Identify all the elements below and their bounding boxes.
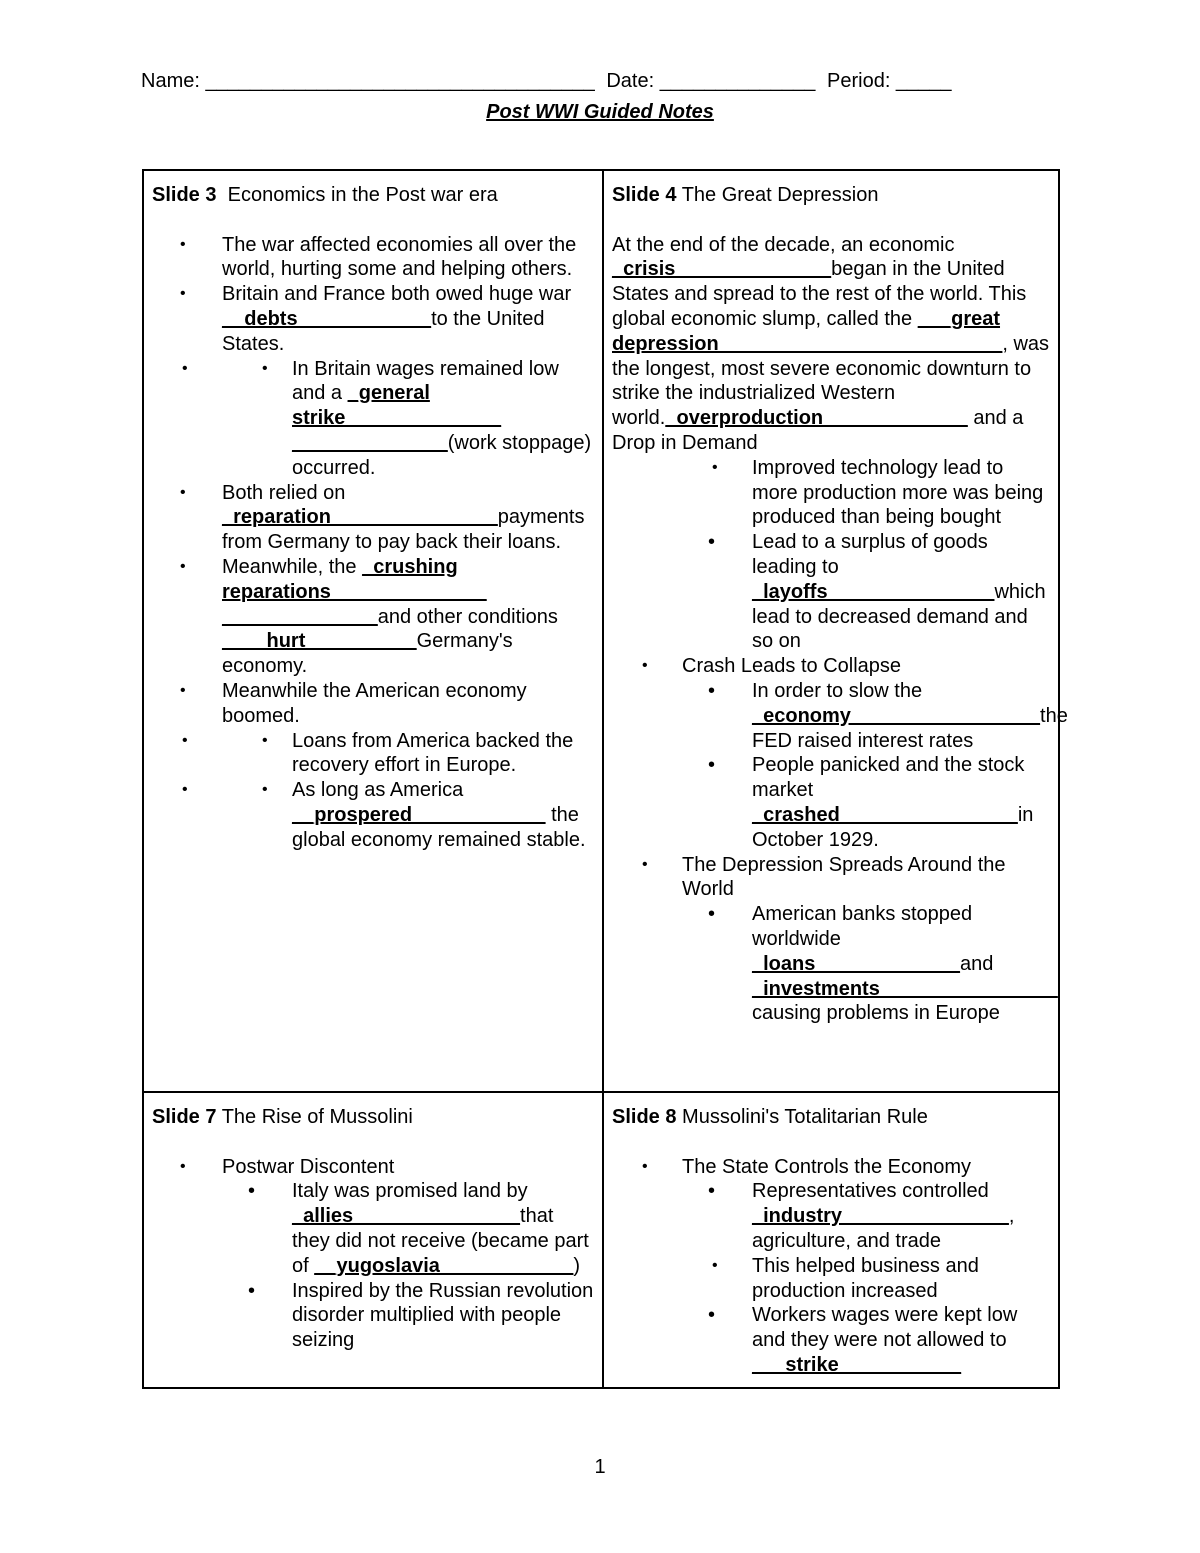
answer-blank: __prospered____________ bbox=[292, 803, 546, 826]
slide4-paragraph: At the end of the decade, an economic _crisis______________began in the United States and spread to the rest of the world. This global economic slump, called the ___great depression___________ ______________, was the longest, most severe economic downturn to strike the industrialized Western world._overproduction_____________ and a Drop in Demand bbox=[612, 233, 1050, 454]
answer-blank: _loans_____________ bbox=[752, 952, 960, 975]
list-item: • Representatives controlled _industry_______________, agriculture, and trade bbox=[708, 1180, 1015, 1252]
answer-blank: _crisis______________ bbox=[612, 258, 832, 281]
list-item: • • As long as America __prospered____________ the global economy remained stable. bbox=[152, 778, 594, 852]
slide7-cell bbox=[144, 1093, 602, 1353]
list-item: • Workers wages were kept low and they were not allowed to ___strike___________ bbox=[708, 1304, 1018, 1376]
list-item: • Improved technology lead to more production more was being produced than being bought bbox=[712, 456, 1044, 529]
answer-blank: _allies_______________ bbox=[292, 1205, 521, 1228]
list-item: • Crash Leads to Collapse bbox=[642, 655, 902, 678]
slide4-sub-list-a bbox=[612, 456, 1052, 654]
answer-blank: _economy_________________ bbox=[752, 704, 1041, 727]
list-item: • The Depression Spreads Around the World bbox=[642, 853, 1006, 901]
slide4-number: Slide 4 bbox=[612, 184, 677, 206]
header-fields bbox=[141, 70, 1059, 93]
slide7-sub-list bbox=[152, 1179, 594, 1353]
slide4-sub-list-c bbox=[612, 902, 1058, 1026]
answer-blank: _investments________________ bbox=[752, 977, 1058, 1000]
page-number: 1 bbox=[594, 1456, 606, 1478]
list-item: • This helped business and production increased bbox=[712, 1254, 979, 1302]
slide7-number: Slide 7 bbox=[152, 1106, 217, 1128]
slide8-heading bbox=[612, 1105, 1052, 1130]
answer-blank: _general strike______________ ______________ bbox=[292, 382, 502, 454]
list-item: • • In Britain wages remained low and a _general strike______________ ______________(work stoppage) occurred. bbox=[152, 357, 594, 481]
slide4-sub-list-b bbox=[612, 679, 1068, 853]
slide8-list bbox=[612, 1155, 1052, 1180]
slide4-list-2 bbox=[612, 853, 1052, 903]
slide4-cell bbox=[604, 171, 1068, 1026]
slide3-number: Slide 3 bbox=[152, 184, 217, 206]
slide3-title: Economics in the Post war era bbox=[227, 184, 498, 206]
slide7-title: The Rise of Mussolini bbox=[221, 1106, 413, 1128]
date-label: Date: ______________ bbox=[606, 70, 816, 92]
list-item: • Postwar Discontent bbox=[180, 1155, 395, 1178]
slide7-heading bbox=[152, 1105, 594, 1130]
slide8-cell bbox=[604, 1093, 1060, 1378]
answer-blank: _industry_______________ bbox=[752, 1205, 1009, 1228]
list-item: • Italy was promised land by _allies_______________that they did not receive (became part of __yugoslavia____________) bbox=[248, 1180, 589, 1277]
page-title: Post WWI Guided Notes bbox=[486, 101, 714, 123]
list-item: • The war affected economies all over the world, hurting some and helping others. bbox=[152, 233, 594, 283]
answer-blank: ___great depression___________ ______________ bbox=[612, 307, 1003, 355]
slide8-number: Slide 8 bbox=[612, 1106, 677, 1128]
slide8-title: Mussolini's Totalitarian Rule bbox=[682, 1106, 928, 1128]
list-item: • • Loans from America backed the recovery effort in Europe. bbox=[152, 729, 594, 779]
list-item: • People panicked and the stock market _crashed________________in October 1929. bbox=[708, 754, 1034, 851]
answer-blank: __debts____________ bbox=[222, 307, 432, 330]
sub-list bbox=[152, 357, 594, 481]
slide3-list bbox=[152, 233, 594, 853]
period-label: Period: _____ bbox=[827, 70, 952, 92]
list-item: • Inspired by the Russian revolution disorder multiplied with people seizing bbox=[248, 1279, 594, 1352]
slide3-cell bbox=[144, 171, 602, 853]
slide8-sub-list bbox=[612, 1179, 1052, 1377]
answer-blank: _layoffs_______________ bbox=[752, 580, 995, 603]
list-item: • Both relied on _reparation_______________payments from Germany to pay back their loans. bbox=[152, 481, 594, 555]
name-label: Name: ___________________________________ bbox=[141, 70, 595, 92]
answer-blank: _overproduction_____________ bbox=[665, 407, 968, 430]
notes-table bbox=[142, 169, 1068, 1389]
slide4-title: The Great Depression bbox=[681, 184, 879, 206]
answer-blank: ___strike___________ bbox=[752, 1353, 962, 1376]
slide4-list bbox=[612, 654, 1052, 679]
list-item: • Meanwhile the American economy boomed. • • Loans from America backed the recovery effort in Europe. • • As long as America __prospered____________ the global economy remained stable. bbox=[152, 679, 594, 853]
slide7-list bbox=[152, 1155, 594, 1180]
slide4-heading bbox=[612, 183, 1052, 208]
list-item: • Lead to a surplus of goods leading to _layoffs_______________which lead to decreased demand and so on bbox=[708, 531, 1046, 653]
list-item: • In order to slow the _economy_________________the FED raised interest rates bbox=[708, 679, 1068, 752]
answer-blank: __yugoslavia____________ bbox=[314, 1254, 574, 1277]
answer-blank: _crushing reparations______________ ______________ bbox=[222, 555, 487, 628]
slide3-heading bbox=[152, 183, 594, 208]
answer-blank: _crashed________________ bbox=[752, 803, 1018, 826]
list-item: • American banks stopped worldwide _loans_____________and _investments________________ causing problems in Europe bbox=[708, 903, 1058, 1025]
sub-list bbox=[152, 729, 594, 853]
list-item: • Meanwhile, the _crushing reparations______________ ______________and other conditions ____hurt__________Germany's economy. bbox=[152, 555, 594, 679]
list-item: • Britain and France both owed huge war __debts____________to the United States. • • In Britain wages remained low and a _general strike______________ ______________(work stoppage) occurred. bbox=[152, 282, 594, 480]
list-item: • The State Controls the Economy bbox=[642, 1155, 972, 1178]
answer-blank: _reparation_______________ bbox=[222, 506, 498, 529]
answer-blank: ____hurt__________ bbox=[222, 630, 417, 653]
